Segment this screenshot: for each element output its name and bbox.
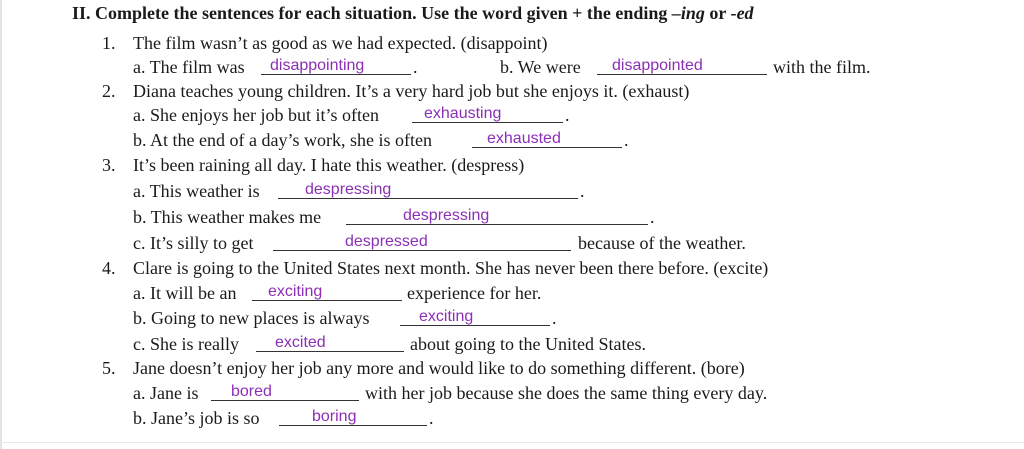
- sentence-start: c. It’s silly to get: [133, 233, 254, 253]
- question-prompt: Jane doesn’t enjoy her job any more and would like to do something different. (bore): [133, 358, 745, 378]
- answer-blank[interactable]: [278, 180, 578, 199]
- answer-blank[interactable]: [346, 206, 648, 225]
- page-bottom-edge: [0, 442, 1024, 443]
- sentence-start: a. She enjoys her job but it’s often: [133, 105, 379, 125]
- sentence-end: .: [650, 207, 655, 227]
- question-number: 1.: [102, 33, 116, 53]
- answer-blank[interactable]: [412, 104, 563, 123]
- answer-text: despressing: [403, 207, 490, 224]
- sentence-end: about going to the United States.: [410, 334, 646, 354]
- sentence-start: b. Going to new places is always: [133, 308, 370, 328]
- answer-text: disappointed: [612, 57, 703, 74]
- question-prompt: Clare is going to the United States next month. She has never been there before. (excite): [133, 258, 769, 278]
- question-number: 2.: [102, 81, 116, 101]
- answer-blank[interactable]: [400, 307, 550, 326]
- answer-text: exhausting: [424, 105, 502, 122]
- answer-blank[interactable]: [261, 56, 411, 75]
- sentence-end: .: [580, 181, 585, 201]
- page-left-edge: [0, 0, 2, 449]
- question-prompt: The film wasn’t as good as we had expected. (disappoint): [133, 33, 548, 53]
- answer-text: disappointing: [270, 57, 365, 74]
- title-or: or: [704, 3, 731, 23]
- sentence-start: a. This weather is: [133, 181, 260, 201]
- sentence-start: b. Jane’s job is so: [133, 408, 260, 428]
- sentence-end: .: [565, 105, 570, 125]
- sentence-end: experience for her.: [407, 283, 542, 303]
- exercise-title: [72, 2, 754, 24]
- answer-blank[interactable]: [256, 333, 404, 352]
- title-ing: –ing: [671, 3, 705, 23]
- sentence-end: with her job because she does the same thing every day.: [365, 383, 768, 403]
- answer-blank[interactable]: [279, 407, 427, 426]
- sentence-end: .: [413, 57, 418, 77]
- answer-text: bored: [231, 383, 272, 400]
- answer-text: despressing: [305, 181, 392, 198]
- question-number: 5.: [102, 358, 116, 378]
- answer-text: excited: [275, 334, 326, 351]
- title-ed: -ed: [730, 3, 754, 23]
- sentence-end: .: [552, 308, 557, 328]
- sentence-start: b. This weather makes me: [133, 207, 322, 227]
- question-prompt: It’s been raining all day. I hate this weather. (despress): [133, 155, 525, 175]
- answer-blank[interactable]: [472, 129, 622, 148]
- sentence-start: a. It will be an: [133, 283, 237, 303]
- sentence-start: a. Jane is: [133, 383, 199, 403]
- sentence-start: c. She is really: [133, 334, 239, 354]
- title-main: II. Complete the sentences for each situation. Use the word given + the ending: [72, 3, 672, 23]
- sentence-start: a. The film was: [133, 57, 245, 77]
- question-number: 3.: [102, 155, 116, 175]
- answer-blank[interactable]: [273, 232, 571, 251]
- sentence-start: b. At the end of a day’s work, she is often: [133, 130, 432, 150]
- question-prompt: Diana teaches young children. It’s a very hard job but she enjoys it. (exhaust): [133, 81, 690, 101]
- answer-blank[interactable]: [252, 282, 402, 301]
- sentence-start: b. We were: [500, 57, 581, 77]
- answer-text: despressed: [345, 233, 428, 250]
- sentence-end: because of the weather.: [578, 233, 746, 253]
- answer-text: exhausted: [487, 130, 561, 147]
- answer-blank[interactable]: [211, 382, 359, 401]
- question-number: 4.: [102, 258, 116, 278]
- answer-blank[interactable]: [597, 56, 767, 75]
- answer-text: exciting: [419, 308, 474, 325]
- answer-text: exciting: [268, 283, 323, 300]
- sentence-end: with the film.: [773, 57, 871, 77]
- sentence-end: .: [624, 130, 629, 150]
- answer-text: boring: [312, 408, 357, 425]
- sentence-end: .: [429, 408, 434, 428]
